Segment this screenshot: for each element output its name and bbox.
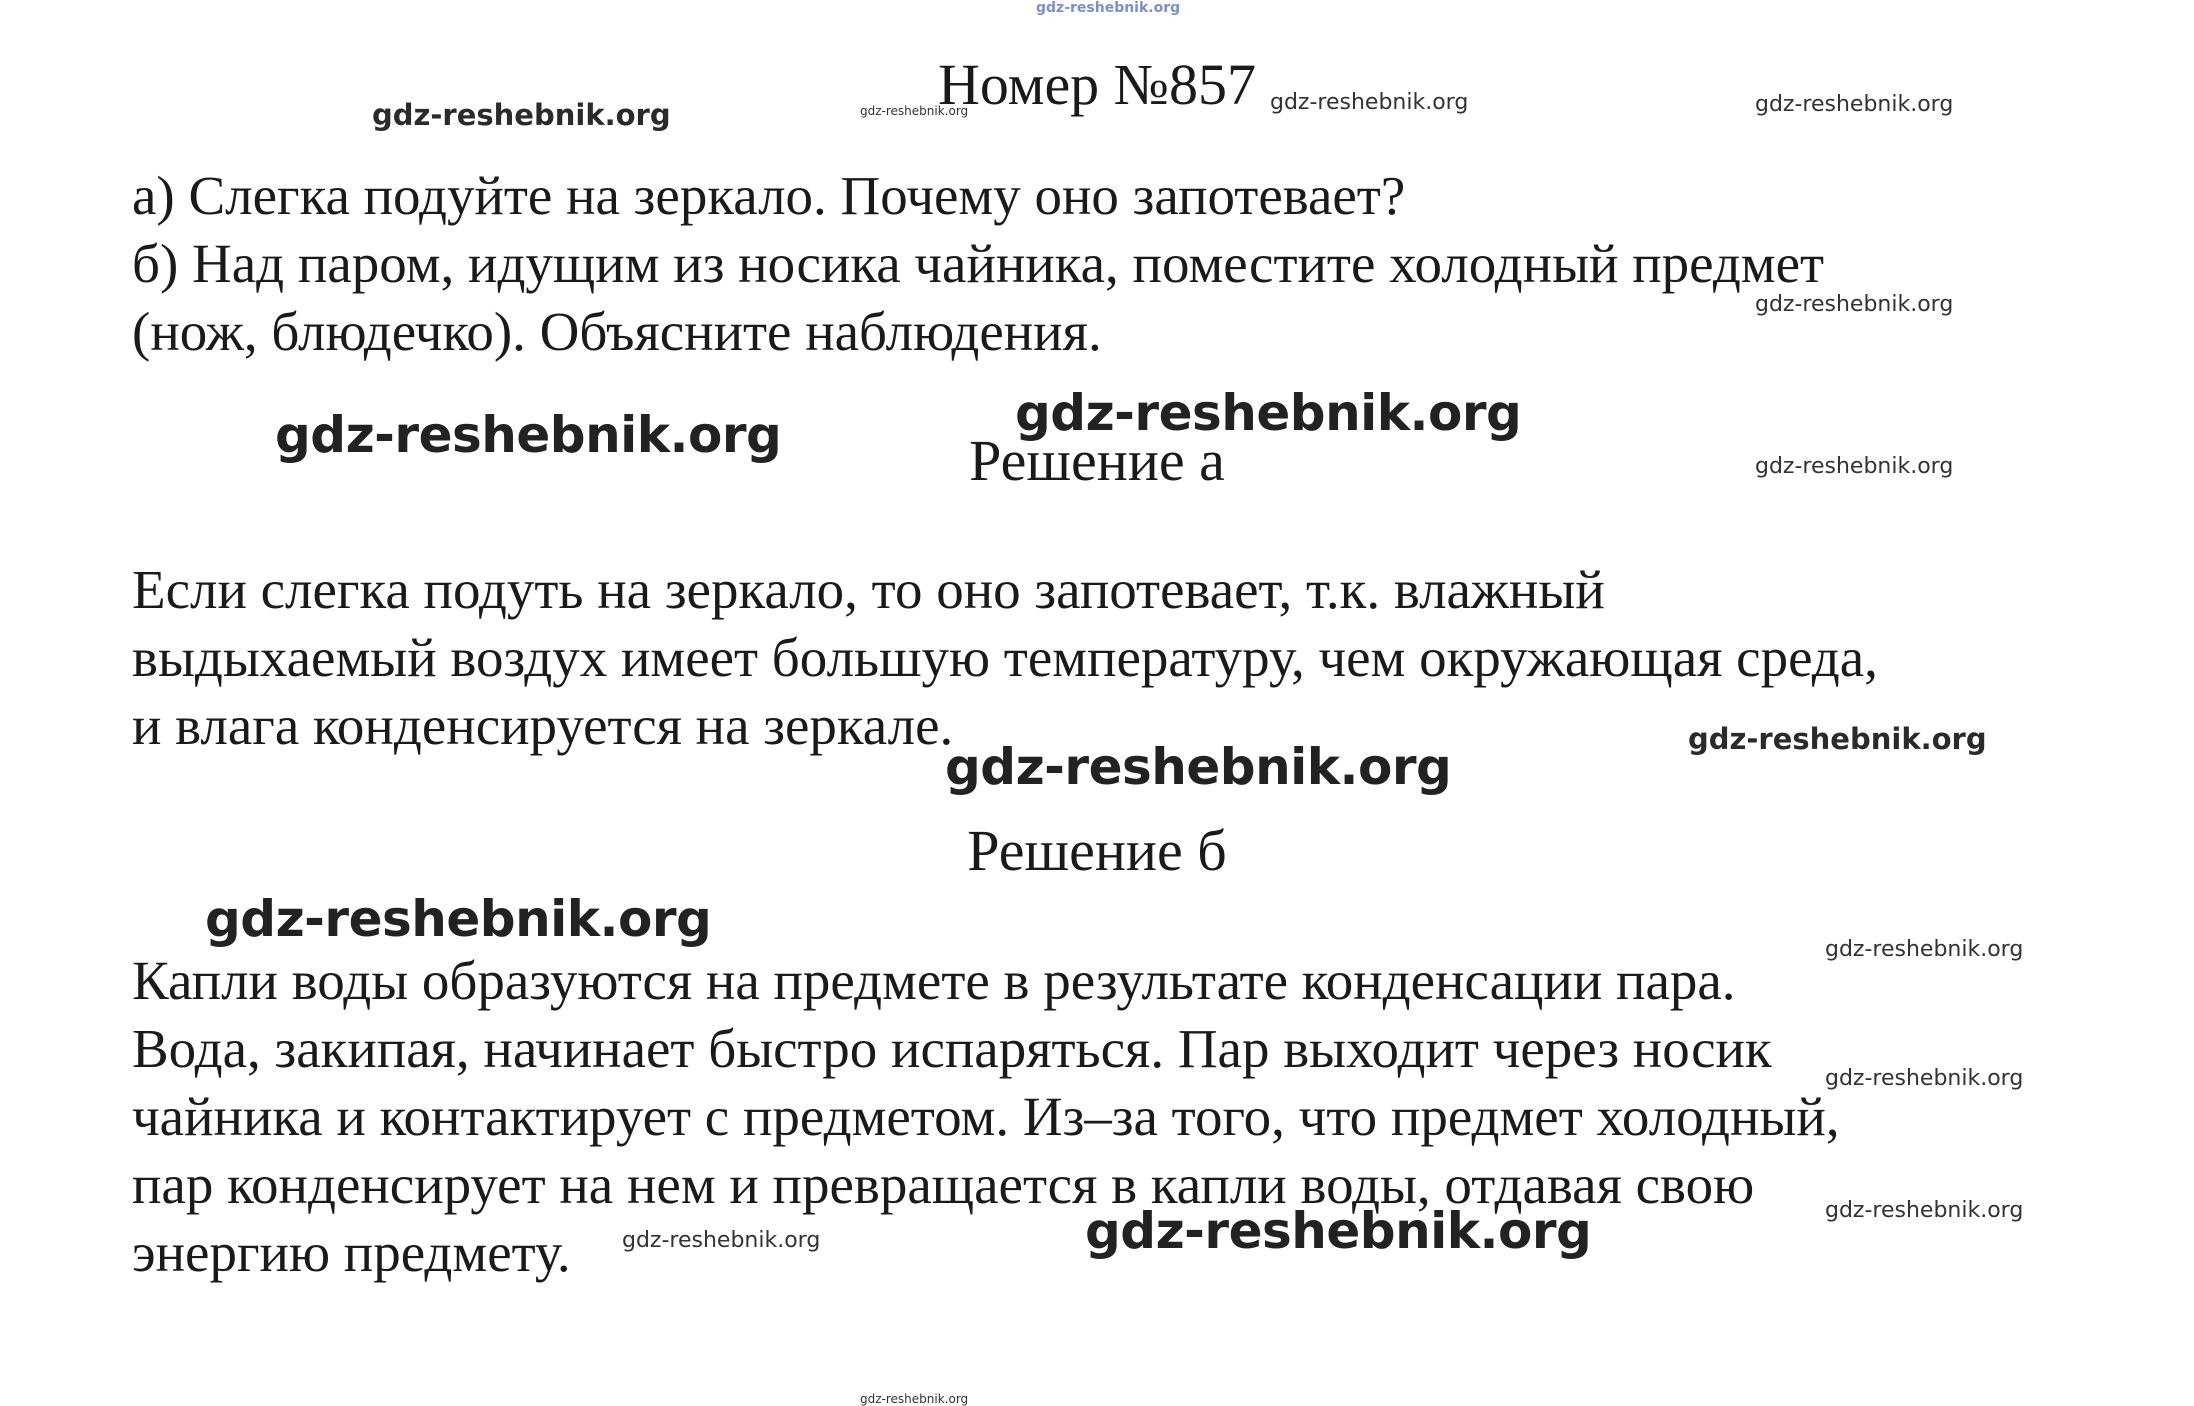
solution-a-line: и влага конденсируется на зеркале. (132, 695, 954, 756)
watermark: gdz-reshebnik.org (1755, 92, 1954, 117)
solution-b-line: Вода, закипая, начинает быстро испаряться. Пар выходит через носик (132, 1018, 1772, 1079)
solution-a-heading: Решение а (969, 428, 1225, 493)
solution-b-line: энергию предмету. (132, 1222, 571, 1283)
watermark: gdz-reshebnik.org (1755, 454, 1954, 479)
task-line: (нож, блюдечко). Объясните наблюдения. (132, 301, 1102, 362)
watermark: gdz-reshebnik.org (205, 890, 712, 948)
watermark: gdz-reshebnik.org (1270, 90, 1469, 115)
watermark: gdz-reshebnik.org (945, 738, 1452, 796)
solution-b-line: Капли воды образуются на предмете в результате конденсации пара. (132, 950, 1736, 1011)
watermark: gdz-reshebnik.org (860, 1392, 969, 1406)
watermark: gdz-reshebnik.org (860, 104, 969, 118)
solution-a-line: выдыхаемый воздух имеет большую температуру, чем окружающая среда, (132, 627, 1878, 688)
watermark: gdz-reshebnik.org (1755, 292, 1954, 317)
solution-b-heading: Решение б (967, 818, 1227, 883)
solution-b-line: чайника и контактирует с предметом. Из–за того, что предмет холодный, (132, 1086, 1840, 1147)
watermark: gdz-reshebnik.org (1015, 384, 1522, 442)
solution-a-line: Если слегка подуть на зеркало, то оно запотевает, т.к. влажный (132, 559, 1605, 620)
watermark: gdz-reshebnik.org (275, 406, 782, 464)
task-line: б) Над паром, идущим из носика чайника, поместите холодный предмет (132, 233, 1825, 294)
watermark: gdz-reshebnik.org (1036, 0, 1181, 16)
task-text (132, 162, 2132, 366)
watermark: gdz-reshebnik.org (1825, 1066, 2024, 1091)
watermark: gdz-reshebnik.org (1688, 722, 1987, 756)
watermark: gdz-reshebnik.org (1085, 1202, 1592, 1260)
task-line: а) Слегка подуйте на зеркало. Почему оно запотевает? (132, 165, 1406, 226)
page-title: Номер №857 (937, 52, 1257, 117)
watermark: gdz-reshebnik.org (1825, 937, 2024, 962)
watermark: gdz-reshebnik.org (372, 98, 671, 132)
solution-b-line: пар конденсирует на нем и превращается в капли воды, отдавая свою (132, 1154, 1755, 1215)
watermark: gdz-reshebnik.org (622, 1228, 821, 1253)
watermark: gdz-reshebnik.org (1825, 1198, 2024, 1223)
